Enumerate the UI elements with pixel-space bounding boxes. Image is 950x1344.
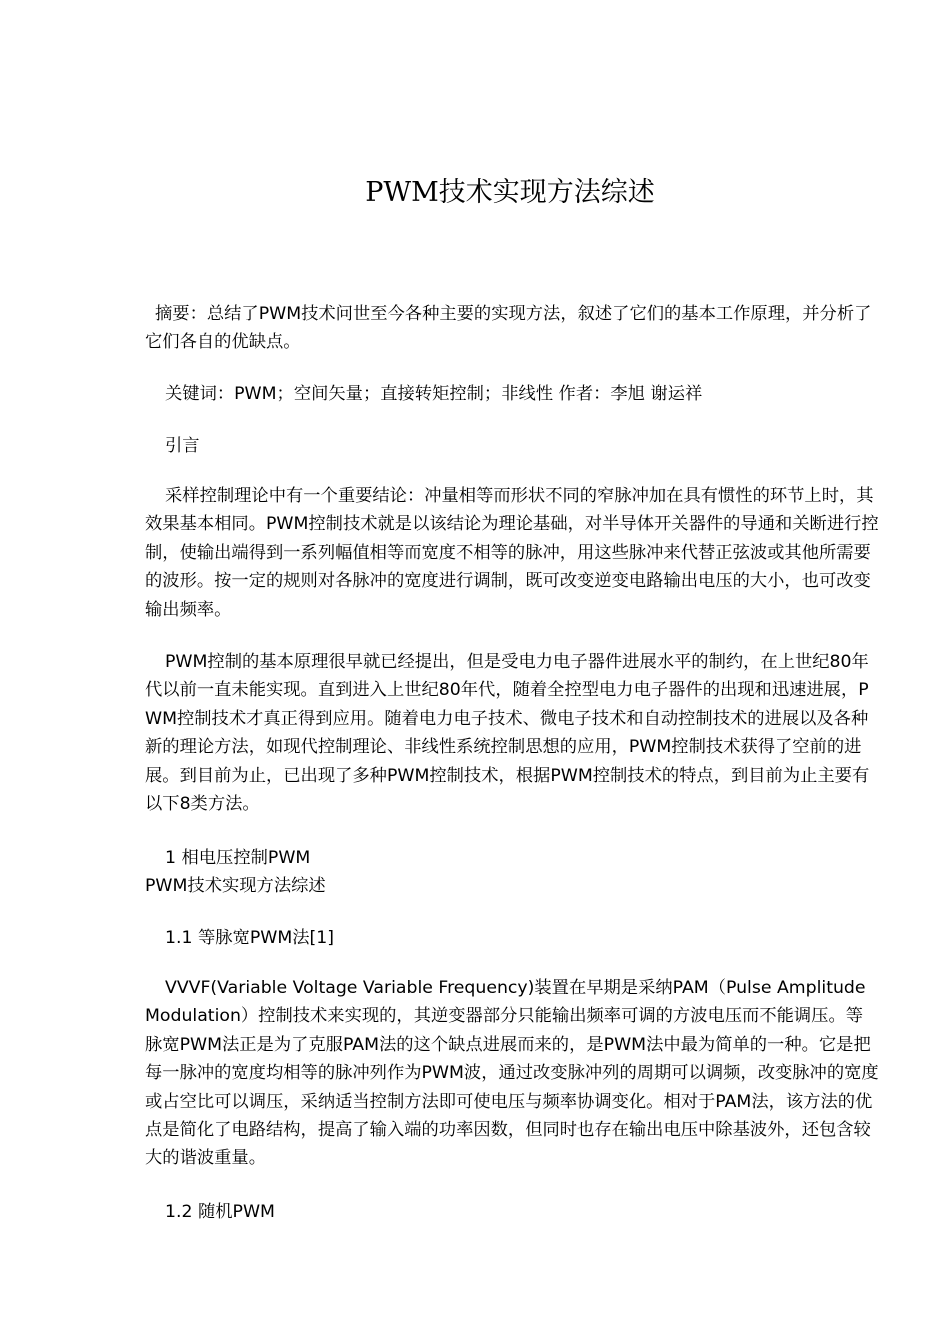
- document-title: PWM技术实现方法综述: [365, 177, 655, 208]
- intro-heading: 引言: [165, 436, 200, 456]
- section-heading-1-2: 1.2 随机PWM: [165, 1202, 275, 1222]
- section-heading-1-1: 1.1 等脉宽PWM法[1]: [165, 928, 334, 948]
- abstract-paragraph: 摘要：总结了PWM技术问世至今各种主要的实现方法，叙述了它们的基本工作原理，并分析了它们各自的优缺点。: [145, 304, 872, 353]
- running-title: PWM技术实现方法综述: [145, 876, 326, 896]
- section-heading-1: 1 相电压控制PWM: [165, 848, 311, 868]
- body-paragraph-3: VVVF(Variable Voltage Variable Frequency)装置在早期是采纳PAM（Pulse Amplitude Modulation）控制技术来实现的，其逆变器部分只能输出频率可调的方波电压而不能调压。等脉宽PWM法正是为了克服PAM法的这个缺点进展而来的，是PWM法中最为简单的一种。它是把每一脉冲的宽度均相等的脉冲列作为PWM波，通过改变脉冲列的周期可以调频，改变脉冲的宽度或占空比可以调压，采纳适当控制方法即可使电压与频率协调变化。相对于PAM法，该方法的优点是简化了电路结构，提高了输入端的功率因数，但同时也存在输出电压中除基波外，还包含较大的谐波重量。: [145, 978, 879, 1169]
- body-paragraph-2: PWM控制的基本原理很早就已经提出，但是受电力电子器件进展水平的制约，在上世纪80年代以前一直未能实现。直到进入上世纪80年代，随着全控型电力电子器件的出现和迅速进展，PWM控制技术才真正得到应用。随着电力电子技术、微电子技术和自动控制技术的进展以及各种新的理论方法，如现代控制理论、非线性系统控制思想的应用，PWM控制技术获得了空前的进展。到目前为止，已出现了多种PWM控制技术，根据PWM控制技术的特点，到目前为止主要有以下8类方法。: [145, 652, 870, 815]
- keywords-line: 关键词：PWM；空间矢量；直接转矩控制；非线性 作者：李旭 谢运祥: [165, 384, 703, 404]
- body-paragraph-1: 采样控制理论中有一个重要结论：冲量相等而形状不同的窄脉冲加在具有惯性的环节上时，其效果基本相同。PWM控制技术就是以该结论为理论基础，对半导体开关器件的导通和关断进行控制，使输出端得到一系列幅值相等而宽度不相等的脉冲，用这些脉冲来代替正弦波或其他所需要的波形。按一定的规则对各脉冲的宽度进行调制，既可改变逆变电路输出电压的大小，也可改变输出频率。: [145, 486, 879, 620]
